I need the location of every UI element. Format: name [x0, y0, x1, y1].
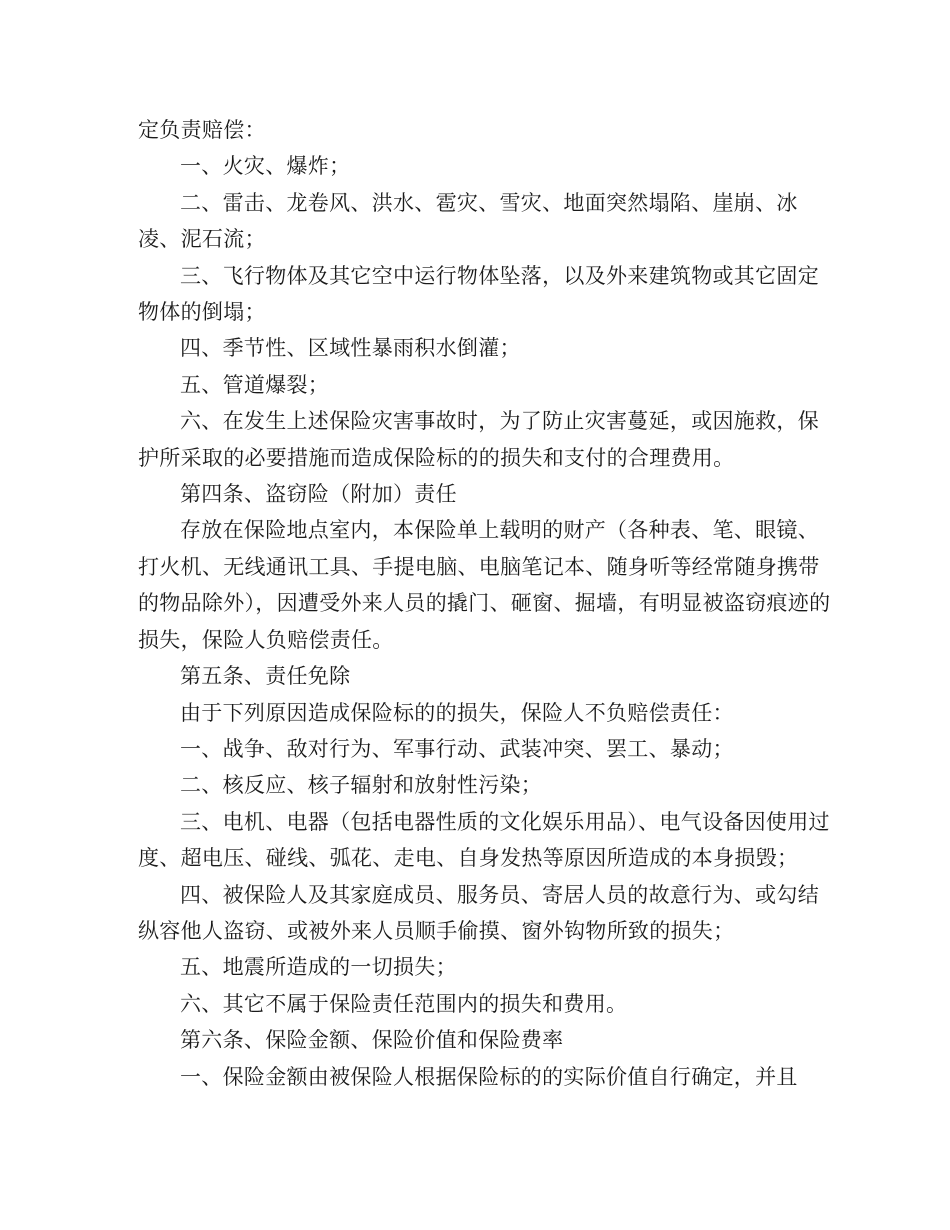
paragraph: 存放在保险地点室内，本保险单上载明的财产（各种表、笔、眼镜、打火机、无线通讯工具、手提电脑、电脑笔记本、随身听等经常随身携带的物品除外），因遭受外来人员的撬门、砸窗、掘墙，有明显被盗窃痕迹的损失，保险人负赔偿责任。: [138, 518, 831, 652]
paragraph: 四、季节性、区域性暴雨积水倒灌；: [180, 336, 521, 361]
paragraph: 一、保险金额由被保险人根据保险标的的实际价值自行确定，并且: [180, 1064, 798, 1089]
paragraph: 四、被保险人及其家庭成员、服务员、寄居人员的故意行为、或勾结纵容他人盗窃、或被外来人员顺手偷摸、窗外钩物所致的损失；: [138, 882, 819, 943]
paragraph: 六、在发生上述保险灾害事故时，为了防止灾害蔓延，或因施救，保护所采取的必要措施而造成保险标的的损失和支付的合理费用。: [138, 409, 819, 470]
paragraph: 一、火灾、爆炸；: [180, 154, 351, 179]
section-heading: 第六条、保险金额、保险价值和保险费率: [180, 1028, 564, 1053]
paragraph: 二、雷击、龙卷风、洪水、雹灾、雪灾、地面突然塌陷、崖崩、冰凌、泥石流；: [138, 190, 798, 252]
paragraph: 三、飞行物体及其它空中运行物体坠落，以及外来建筑物或其它固定物体的倒塌；: [138, 263, 819, 325]
paragraph: 五、管道爆裂；: [180, 372, 330, 397]
paragraph: 由于下列原因造成保险标的的损失，保险人不负赔偿责任：: [180, 700, 734, 725]
paragraph: 定负责赔偿：: [138, 118, 266, 142]
paragraph: 三、电机、电器（包括电器性质的文化娱乐用品）、电气设备因使用过度、超电压、碰线、弧花、走电、自身发热等原因所造成的本身损毁；: [138, 809, 830, 871]
section-heading: 第四条、盗窃险（附加）责任: [180, 482, 457, 507]
paragraph: 一、战争、敌对行为、军事行动、武装冲突、罢工、暴动；: [180, 736, 734, 761]
paragraph: 五、地震所造成的一切损失；: [180, 955, 457, 980]
paragraph: 二、核反应、核子辐射和放射性污染；: [180, 773, 543, 798]
section-heading: 第五条、责任免除: [180, 664, 351, 689]
document-body: [138, 112, 838, 1095]
paragraph: 六、其它不属于保险责任范围内的损失和费用。: [180, 991, 628, 1016]
